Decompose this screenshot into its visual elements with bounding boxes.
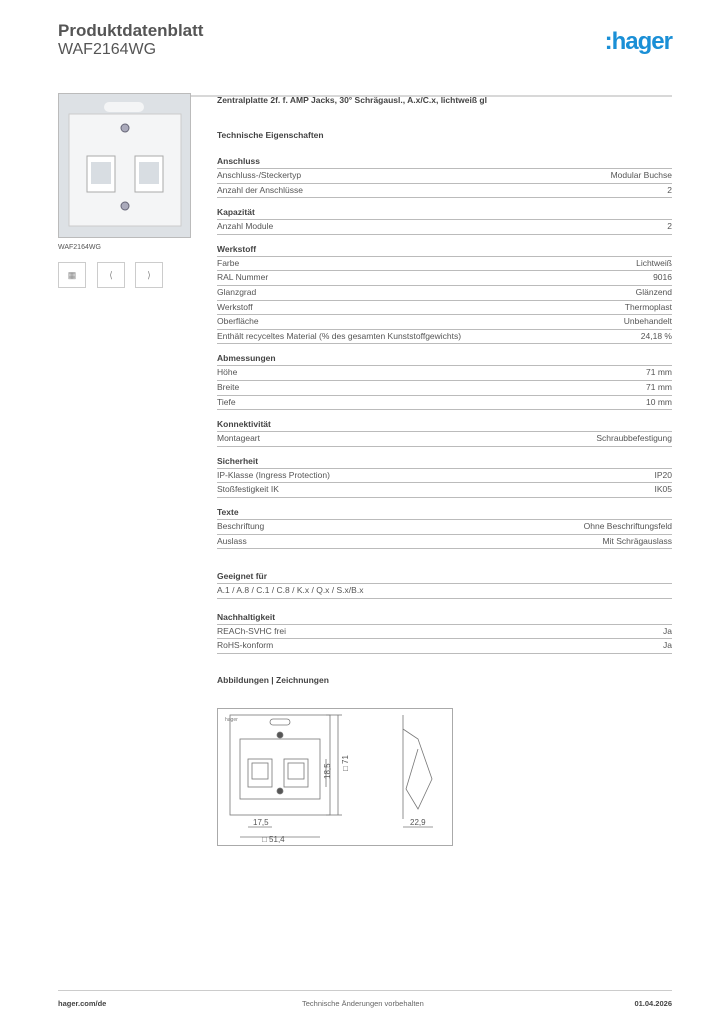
thumbnail-drawing-2[interactable]: ⟩ <box>135 262 163 288</box>
spec-label: IP-Klasse (Ingress Protection) <box>217 469 330 480</box>
technical-drawing[interactable] <box>217 708 453 846</box>
spec-value: IP20 <box>654 469 672 480</box>
spec-label: Montageart <box>217 433 260 444</box>
spec-row <box>217 184 672 199</box>
spec-row <box>217 301 672 316</box>
spec-value: 2 <box>667 184 672 195</box>
document-title: Produktdatenblatt <box>58 21 204 40</box>
spec-label: Werkstoff <box>217 301 253 312</box>
spec-section-title: Werkstoff <box>217 244 672 257</box>
thumbnail-drawing-1[interactable]: ⟨ <box>97 262 125 288</box>
spec-section-title: Texte <box>217 507 672 520</box>
spec-value: Glänzend <box>635 286 672 297</box>
spec-value: 10 mm <box>646 396 672 407</box>
hager-logo: :hager <box>604 28 672 55</box>
spec-row <box>217 315 672 330</box>
spec-value: Ja <box>663 640 672 651</box>
spec-label: Enthält recyceltes Material (% des gesamten Kunststoffgewichts) <box>217 330 462 341</box>
spec-section-title: Konnektivität <box>217 419 672 432</box>
spec-row <box>217 520 672 535</box>
sustainability-title: Nachhaltigkeit <box>217 612 672 625</box>
spec-section-title: Kapazität <box>217 207 672 220</box>
spec-row <box>217 535 672 550</box>
thumbnail-product[interactable]: ▦ <box>58 262 86 288</box>
spec-label: Oberfläche <box>217 316 259 327</box>
spec-label: Glanzgrad <box>217 286 257 297</box>
spec-label: Anschluss-/Steckertyp <box>217 170 302 180</box>
spec-sections <box>217 156 672 549</box>
spec-row <box>217 330 672 345</box>
spec-section-title: Sicherheit <box>217 456 672 469</box>
spec-label: Anzahl der Anschlüsse <box>217 184 303 195</box>
spec-label: Anzahl Module <box>217 221 274 232</box>
spec-section-title: Abmessungen <box>217 353 672 366</box>
footer-divider <box>58 990 672 991</box>
dim-height-1: 18,5 <box>323 763 332 779</box>
spec-row <box>217 396 672 411</box>
spec-label: Stoßfestigkeit IK <box>217 484 279 495</box>
spec-row <box>217 286 672 301</box>
footer-link[interactable]: hager.com/de <box>58 999 107 1008</box>
spec-value: IK05 <box>654 484 672 495</box>
spec-label: Breite <box>217 381 240 392</box>
spec-label: Höhe <box>217 367 238 378</box>
spec-value: 71 mm <box>646 381 672 392</box>
spec-value: Thermoplast <box>624 301 672 312</box>
spec-row <box>217 639 672 654</box>
spec-row <box>217 271 672 286</box>
spec-row <box>217 220 672 235</box>
dim-width-2: □ 51,4 <box>262 835 285 844</box>
spec-row <box>217 432 672 447</box>
spec-section-title: Anschluss <box>217 156 672 169</box>
drawings-title: Abbildungen | Zeichnungen <box>217 674 329 685</box>
spec-row <box>217 625 672 640</box>
spec-value: Lichtweiß <box>636 257 672 268</box>
spec-label: RAL Nummer <box>217 272 269 283</box>
spec-row <box>217 469 672 484</box>
svg-text:hager: hager <box>225 717 238 723</box>
spec-label: RoHS-konform <box>217 640 274 651</box>
product-image[interactable] <box>58 93 191 238</box>
image-caption: WAF2164WG <box>58 244 101 251</box>
spec-value: Ohne Beschriftungsfeld <box>583 520 672 531</box>
suitable-row <box>217 584 672 599</box>
spec-value: Modular Buchse <box>610 170 672 180</box>
suitable-title: Geeignet für <box>217 571 672 584</box>
section-heading: Technische Eigenschaften <box>217 130 324 140</box>
spec-label: Farbe <box>217 257 240 268</box>
spec-row <box>217 366 672 381</box>
spec-row <box>217 169 672 184</box>
spec-row <box>217 483 672 498</box>
spec-row <box>217 257 672 272</box>
spec-value: 9016 <box>653 272 672 283</box>
suitable-value: A.1 / A.8 / C.1 / C.8 / K.x / Q.x / S.x/B.x <box>217 585 364 596</box>
dim-height-2: □ 71 <box>341 755 350 771</box>
article-number: WAF2164WG <box>58 41 157 58</box>
product-title: Zentralplatte 2f. f. AMP Jacks, 30° Schrägausl., A.x/C.x, lichtweiß gl <box>217 95 487 105</box>
dim-depth: 22,9 <box>410 818 426 827</box>
dim-width-1: 17,5 <box>253 818 269 827</box>
spec-row <box>217 381 672 396</box>
product-details <box>217 95 672 687</box>
spec-value: 24,18 % <box>640 330 672 341</box>
footer-note: Technische Änderungen vorbehalten <box>302 999 424 1008</box>
footer-date: 01.04.2026 <box>634 999 672 1008</box>
spec-value: Ja <box>663 625 672 636</box>
spec-label: Auslass <box>217 535 247 546</box>
spec-value: Mit Schrägauslass <box>602 535 672 546</box>
spec-label: Tiefe <box>217 396 236 407</box>
spec-value: Unbehandelt <box>623 316 672 327</box>
spec-label: REACh-SVHC frei <box>217 625 286 636</box>
spec-value: 71 mm <box>646 367 672 378</box>
spec-value: 2 <box>667 221 672 232</box>
spec-value: Schraubbefestigung <box>596 433 672 444</box>
spec-label: Beschriftung <box>217 520 265 531</box>
